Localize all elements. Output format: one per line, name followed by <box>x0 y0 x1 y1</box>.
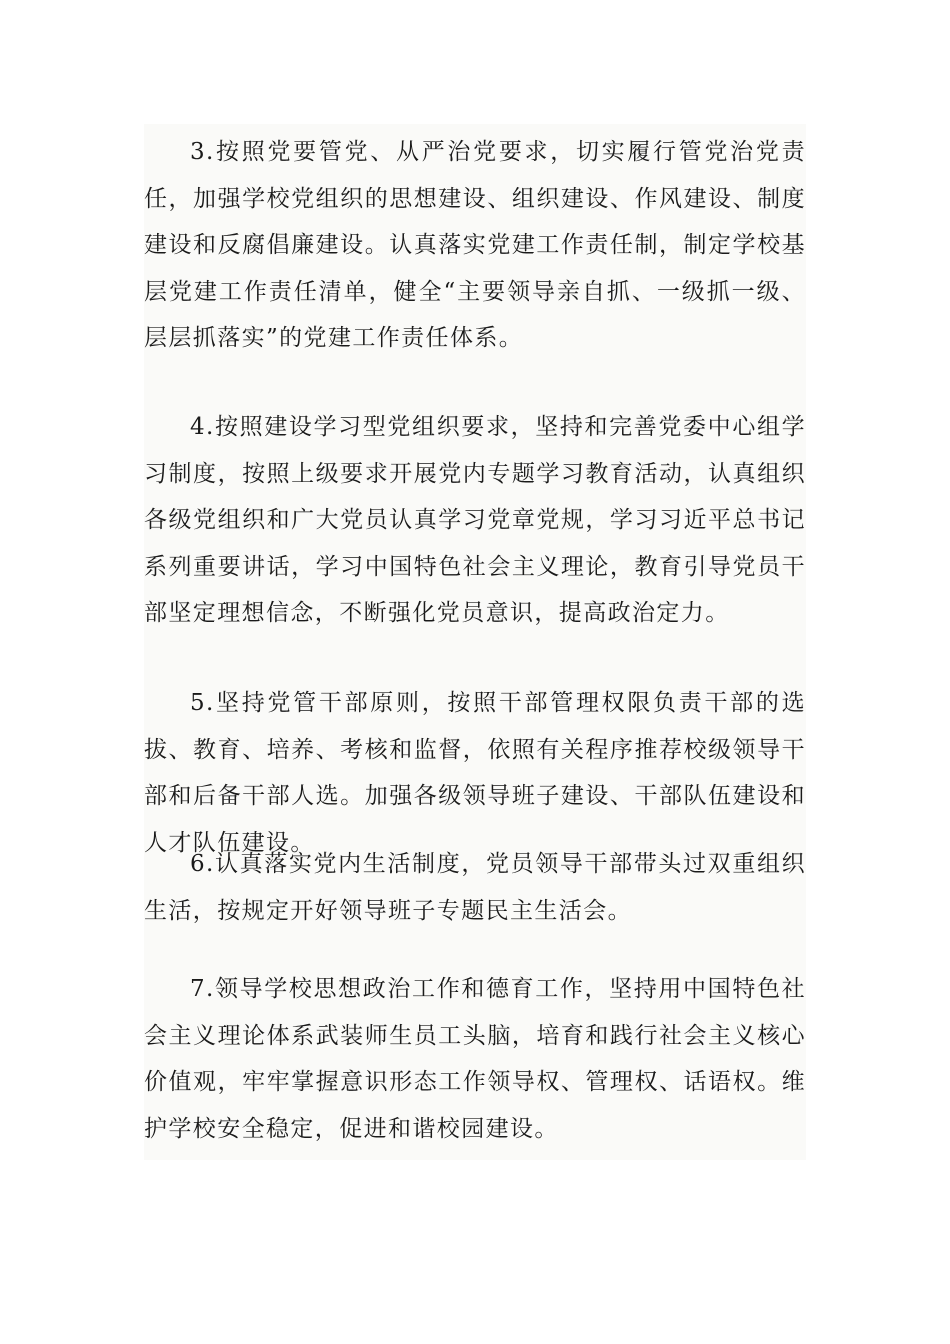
paragraph-item-4: 4.按照建设学习型党组织要求，坚持和完善党委中心组学习制度，按照上级要求开展党内专题学习教育活动，认真组织各级党组织和广大党员认真学习党章党规，学习习近平总书记系列重要讲话，学习中国特色社会主义理论，教育引导党员干部坚定理想信念，不断强化党员意识，提高政治定力。 <box>144 414 806 626</box>
document-body <box>144 124 806 1160</box>
paragraph-item-7: 7.领导学校思想政治工作和德育工作，坚持用中国特色社会主义理论体系武装师生员工头脑，培育和践行社会主义核心价值观，牢牢掌握意识形态工作领导权、管理权、话语权。维护学校安全稳定，促进和谐校园建设。 <box>144 976 806 1142</box>
paragraph-item-3: 3.按照党要管党、从严治党要求，切实履行管党治党责任，加强学校党组织的思想建设、组织建设、作风建设、制度建设和反腐倡廉建设。认真落实党建工作责任制，制定学校基层党建工作责任清单，健全“主要领导亲自抓、一级抓一级、层层抓落实”的党建工作责任体系。 <box>144 139 806 351</box>
paragraph-item-5: 5.坚持党管干部原则，按照干部管理权限负责干部的选拔、教育、培养、考核和监督，依照有关程序推荐校级领导干部和后备干部人选。加强各级领导班子建设、干部队伍建设和人才队伍建设。 <box>144 690 806 856</box>
paragraph-item-6: 6.认真落实党内生活制度，党员领导干部带头过双重组织生活，按规定开好领导班子专题民主生活会。 <box>144 851 806 924</box>
